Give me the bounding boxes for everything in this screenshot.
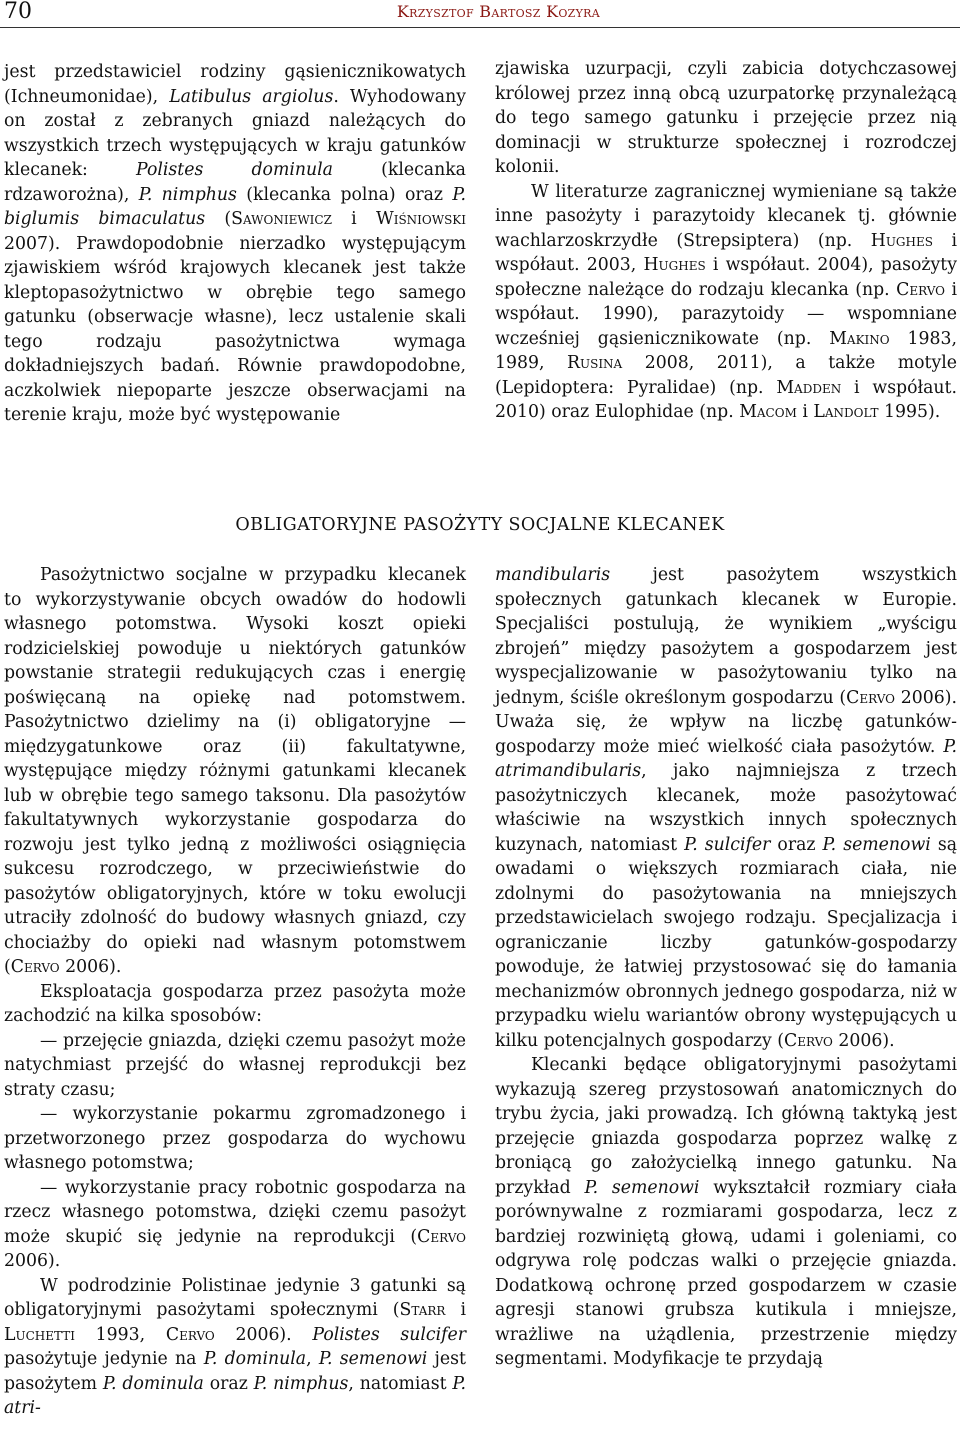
citation-author: Landolt: [813, 402, 879, 422]
citation-author: Hughes: [643, 255, 706, 275]
citation-author: Wiśniowski: [375, 209, 466, 229]
citation-author: Cervo: [417, 1226, 466, 1247]
list-item: — wykorzystanie pracy robotnic gospodarza na rzecz własnego potomstwa, dzięki czemu pasożyt może skupić się jedynie na reprodukcji (Cervo 2006).: [4, 1177, 466, 1271]
citation-author: Makino: [829, 328, 890, 349]
citation-author: Luchetti: [4, 1324, 75, 1345]
citation-author: Cervo: [846, 687, 895, 708]
citation-author: Cervo: [896, 279, 946, 300]
species-name: P. nimphus: [138, 184, 237, 205]
header-rule: [0, 27, 960, 28]
upper-right-column: [495, 57, 957, 425]
species-name: Latibulus argiolus: [169, 86, 334, 107]
upper-left-column: [4, 60, 466, 428]
paragraph: W literaturze zagranicznej wymieniane są także inne pasożyty i parazytoidy klecanek tj. głównie wachlarzoskrzydłe (Strepsiptera) (np. Hughes i współaut. 2003, Hughes i współaut. 2004), pasożyty społeczne należące do rodzaju klecanka (np. Cervo i współaut. 1990), parazytoidy — wspomniane wcześniej gąsienicznikowate (np. Makino 1983, 1989, Rusina 2008, 2011), a także motyle (Lepidoptera: Pyralidae) (np. Madden i współaut. 2010) oraz Eulophidae (np. Macom i Landolt 1995).: [495, 181, 958, 422]
section-heading: OBLIGATORYJNE PASOŻYTY SOCJALNE KLECANEK: [235, 515, 725, 535]
species-name: P. dominula: [203, 1349, 307, 1369]
species-name: Polistes dominula: [136, 160, 333, 180]
running-head-author: Krzysztof Bartosz Kozyra: [396, 2, 600, 21]
lower-right-column: [495, 563, 957, 1372]
citation-author: Hughes: [870, 230, 933, 251]
species-name: P. semenowi: [822, 834, 931, 855]
citation-author: Cervo: [10, 957, 60, 977]
list-item: — przejęcie gniazda, dzięki czemu pasożyt może natychmiast przejść do własnej reprodukcji bez straty czasu;: [4, 1030, 466, 1100]
paragraph: W podrodzinie Polistinae jedynie 3 gatunki są obligatoryjnymi pasożytami społecznymi (Starr i Luchetti 1993, Cervo 2006). Polistes sulcifer pasożytuje jedynie na P. dominula, P. semenowi jest pasożytem P. dominula oraz P. nimphus, natomiast P. atri-: [4, 1275, 467, 1418]
citation-author: Macom: [739, 402, 797, 422]
citation-author: Cervo: [783, 1030, 833, 1051]
paragraph: mandibularis jest pasożytem wszystkich społecznych gatunkach klecanek w Europie. Specjaliści postulują, że wynikiem „wyścigu zbrojeń” między pasożytem a gospodarzem jest wyspecjalizowanie w pasożytowaniu tylko na jednym, ściśle określonym gospodarzu (Cervo 2006). Uważa się, że wpływ na liczbę gatunków-gospodarzy może mieć wielkość ciała pasożytów. P. atrimandibularis, jako najmniejsza z trzech pasożytniczych klecanek, może pasożytować właściwie na wszystkich innych społecznych kuzynach, natomiast P. sulcifer oraz P. semenowi są owadami o większych rozmiarach ciała, nie zdolnymi do pasożytowania na mniejszych przedstawicielach swojego rodzaju. Specjalizacja i ograniczanie liczby gatunków-gospodarzy powoduje, że łatwiej przystosować się do łamania mechanizmów obronnych jednego gospodarza, niż w przypadku wielu wariantów obrony występujących u kilku potencjalnych gospodarzy (Cervo 2006).: [495, 565, 957, 1051]
lower-left-column: [4, 563, 466, 1421]
citation-author: Madden: [776, 377, 842, 398]
paragraph: zjawiska uzurpacji, czyli zabicia dotychczasowej królowej przez inną obcą uzurpatorkę przynależącą do tego samego gatunku i przejęcie przez nią dominacji w strukturze społecznej i rozrodczej kolonii.: [495, 59, 957, 177]
species-name: P. biglumis bimaculatus: [4, 184, 466, 229]
page-header: [0, 0, 960, 28]
species-name: mandibularis: [495, 565, 611, 585]
citation-author: Starr: [399, 1300, 446, 1320]
citation-author: Rusina: [566, 353, 623, 373]
species-name: P. semenowi: [584, 1177, 700, 1198]
species-name: P. sulcifer: [684, 834, 771, 855]
page-number: 70: [4, 0, 32, 24]
species-name: P. atri-: [4, 1373, 466, 1418]
paragraph: jest przedstawiciel rodziny gąsienicznikowatych (Ichneumonidae), Latibulus argiolus. Wyhodowany on został z zebranych gniazd należących do wszystkich trzech występujących w kraju gatunków klecanek: Polistes dominula (klecanka rdzaworożna), P. nimphus (klecanka polna) oraz P. biglumis bimaculatus (Sawoniewicz i Wiśniowski 2007). Prawdopodobnie nierzadko występującym zjawiskiem wśród krajowych klecanek jest także kleptopasożytnictwo w obrębie tego samego gatunku (obserwacje własne), lecz ustalenie skali tego rodzaju pasożytnictwa wymaga dokładniejszych badań. Równie prawdopodobne, aczkolwiek niepoparte jeszcze obserwacjami na terenie kraju, może być występowanie: [4, 62, 466, 425]
species-name: P. atrimandibularis: [495, 736, 957, 781]
paragraph: Eksploatacja gospodarza przez pasożyta może zachodzić na kilka sposobów:: [4, 981, 466, 1026]
list-item: — wykorzystanie pokarmu zgromadzonego i przetworzonego przez gospodarza do wychowu własnego potomstwa;: [4, 1104, 466, 1173]
species-name: P. dominula: [102, 1373, 204, 1394]
species-name: Polistes sulcifer: [312, 1324, 467, 1345]
citation-author: Sawoniewicz: [231, 209, 332, 229]
paragraph: Klecanki będące obligatoryjnymi pasożytami wykazują szereg przystosowań anatomicznych do trybu życia, jaki prowadzą. Ich główną taktyką jest przejęcie gniazda gospodarza poprzez walkę z broniącą go założycielką innego gatunku. Na przykład P. semenowi wykształcił rozmiary ciała porównywalne z rozmiarami gospodarza, lecz z bardziej rozwiniętą głową, udami i goleniami, co odgrywa rolę podczas walki o przejęcie gniazda. Dodatkową ochronę przed gospodarzem w czasie agresji stanowi grubsza kutikula i mniejsze, wrażliwe na użądlenia, przestrzenie między segmentami. Modyfikacje te przydają: [495, 1055, 957, 1369]
paragraph: Pasożytnictwo socjalne w przypadku klecanek to wykorzystywanie obcych owadów do hodowli własnego potomstwa. Wysoki koszt opieki rodzicielskiej powoduje u niektórych gatunków powstanie strategii redukujących czas i energię poświęcaną na opiekę nad potomstwem. Pasożytnictwo dzielimy na (i) obligatoryjne — międzygatunkowe oraz (ii) fakultatywne, występujące między różnymi gatunkami klecanek lub w obrębie tego samego taksonu. Dla pasożytów fakultatywnych wykorzystanie gospodarza do rozwoju jest tylko jedną z możliwości osiągnięcia sukcesu rozrodczego, w przeciwieństwie do pasożytów obligatoryjnych, które w toku ewolucji utraciły zdolność do budowy własnych gniazd, czy chociażby do opieki nad własnym potomstwem (Cervo 2006).: [4, 565, 466, 977]
species-name: P. nimphus: [253, 1373, 349, 1394]
citation-author: Cervo: [165, 1324, 215, 1345]
species-name: P. semenowi: [318, 1349, 428, 1369]
